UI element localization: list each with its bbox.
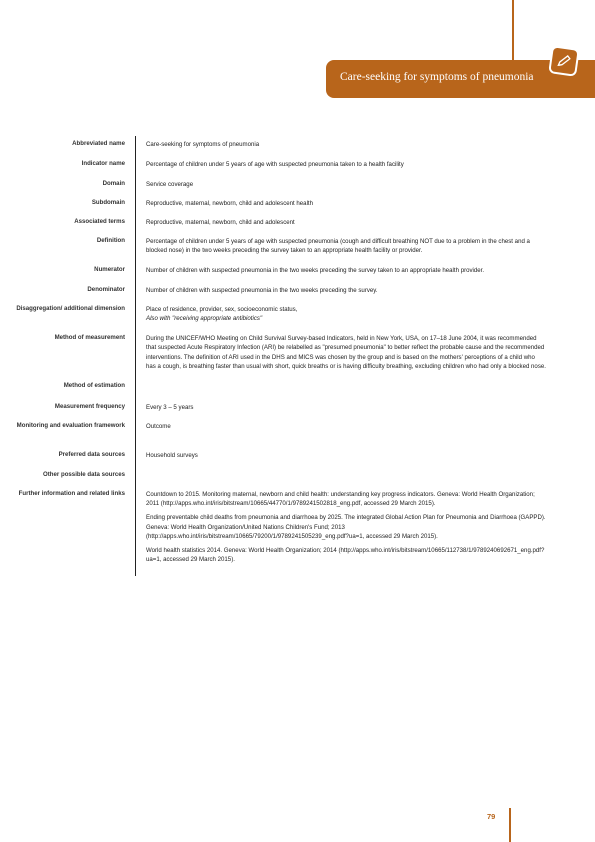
row-label: Domain [102,180,125,187]
row-value-line-italic: Also with "receiving appropriate antibiotics" [146,315,263,323]
column-divider [135,136,136,576]
row-value: Percentage of children under 5 years of age with suspected pneumonia taken to a health facility [146,161,404,168]
row-label: Method of estimation [63,382,125,389]
row-label: Abbreviated name [72,140,125,147]
row-value: Number of children with suspected pneumonia in the two weeks preceding the survey. [146,287,378,294]
row-value-line: Place of residence, provider, sex, socioeconomic status, [146,306,298,313]
row-value: Reproductive, maternal, newborn, child and adolescent [146,219,295,226]
references [146,490,546,569]
reference-item: Countdown to 2015. Monitoring maternal, newborn and child health: understanding key progress indicators. Geneva: World Health Organization; 2011 (http://apps.who.int/iris/bitstream/10665/44770/1/9789241502818_eng.pdf, accessed 29 March 2015). [146,491,535,508]
row-value: Number of children with suspected pneumonia in the two weeks preceding the survey taken to an appropriate health provider. [146,267,485,274]
row-label: Disaggregation/ additional dimension [16,305,125,312]
row-value: Reproductive, maternal, newborn, child and adolescent health [146,200,314,207]
pencil-icon [548,45,580,77]
row-label: Method of measurement [54,334,125,341]
row-value: Every 3 – 5 years [146,404,194,411]
reference-item: Ending preventable child deaths from pneumonia and diarrhoea by 2025. The integrated Global Action Plan for Pneumonia and Diarrhoea (GAPPD). Geneva: World Health Organization/United Nations Children's Fund; 2013 (http://apps.who.int/iris/bitstream/10665/79200/1/9789241505239_eng.pdf?ua=1, accessed 29 March 2015). [146,514,546,541]
row-value: Household surveys [146,452,198,459]
row-label: Monitoring and evaluation framework [16,422,125,429]
row-label: Numerator [94,266,125,273]
reference-item: World health statistics 2014. Geneva: World Health Organization; 2014 (http://apps.who.int/iris/bitstream/10665/112738/1/9789240692671_eng.pdf?ua=1, accessed 29 March 2015). [146,547,545,564]
row-value: Service coverage [146,181,194,188]
row-label: Associated terms [74,218,125,225]
row-label: Indicator name [81,160,125,167]
row-value: Outcome [146,423,171,430]
row-value [146,305,546,324]
row-label: Denominator [87,286,125,293]
row-label: Preferred data sources [58,451,125,458]
row-label: Further information and related links [18,490,125,497]
row-value: Percentage of children under 5 years of age with suspected pneumonia (cough and difficult breathing NOT due to a problem in the chest and a blocked nose) in the two weeks preceding the survey taken to an appropriate health facility or provider. [146,238,530,255]
row-value: During the UNICEF/WHO Meeting on Child Survival Survey-based Indicators, held in New York, USA, on 17–18 June 2004, it was recommended that suspected Acute Respiratory Infection (ARI) be relabelled as "presumed pneumonia" to better reflect the probable cause and the recommended interventions. The definition of ARI used in the DHS and MICS was chosen by the group and is based on the mothers' perceptions of a child who has a cough, is breathing faster than usual with short, quick breaths or is having difficulty breathing, excluding children who had only a blocked nose. [146,335,546,371]
row-label: Definition [96,237,125,244]
row-value: Care-seeking for symptoms of pneumonia [146,141,260,148]
row-label: Other possible data sources [43,471,125,478]
row-label: Measurement frequency [54,403,125,410]
row-label: Subdomain [91,199,125,206]
page-number: 79 [487,812,496,821]
section-title: Care-seeking for symptoms of pneumonia [340,71,534,83]
bottom-accent-line [509,808,511,842]
